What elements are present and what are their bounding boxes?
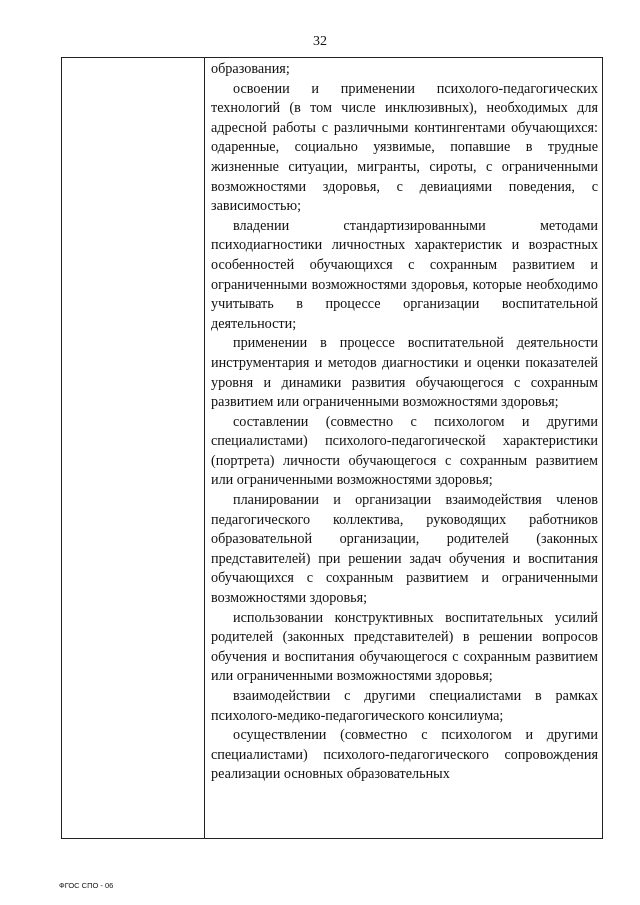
paragraph: владении стандартизированными методами психодиагностики личностных характеристик и возрастных особенностей обучающихся с сохранным развитием и ограниченными возможностями здоровья, которые необходимо учитывать в процессе организации воспитательной деятельности; — [211, 217, 598, 332]
paragraph: планировании и организации взаимодействия членов педагогического коллектива, руководящих работников образовательной организации, родителей (законных представителей) при решении задач обучения и воспитания обучающихся с сохранным развитием и ограниченными возможностями здоровья; — [211, 492, 598, 607]
page-number: 32 — [313, 34, 327, 49]
content-table — [61, 57, 603, 839]
text-cell — [211, 60, 598, 838]
column-divider — [204, 58, 205, 838]
paragraph: составлении (совместно с психологом и другими специалистами) психолого-педагогической характеристики (портрета) личности обучающегося с сохранным развитием или ограниченными возможностями здоровья; — [211, 413, 598, 489]
footer-label: ФГОС СПО - 06 — [59, 881, 114, 890]
paragraph: взаимодействии с другими специалистами в рамках психолого-медико-педагогического консилиума; — [211, 688, 598, 724]
paragraph: освоении и применении психолого-педагогических технологий (в том числе инклюзивных), необходимых для адресной работы с различными контингентами обучающихся: одаренные, социально уязвимые, попавшие в трудные жизненные ситуации, мигранты, сироты, с ограниченными возможностями здоровья, с девиациями поведения, с зависимостью; — [211, 80, 598, 215]
paragraph: применении в процессе воспитательной деятельности инструментария и методов диагностики и оценки показателей уровня и динамики развития обучающегося с сохранным развитием или ограниченными возможностями здоровья; — [211, 335, 598, 411]
paragraph: образования; — [211, 61, 290, 77]
paragraph: осуществлении (совместно с психологом и другими специалистами) психолого-педагогического сопровождения реализации основных образовательных — [211, 727, 598, 783]
paragraph: использовании конструктивных воспитательных усилий родителей (законных представителей) в решении вопросов обучения и воспитания обучающегося с сохранным развитием или ограниченными возможностями здоровья; — [211, 609, 598, 685]
